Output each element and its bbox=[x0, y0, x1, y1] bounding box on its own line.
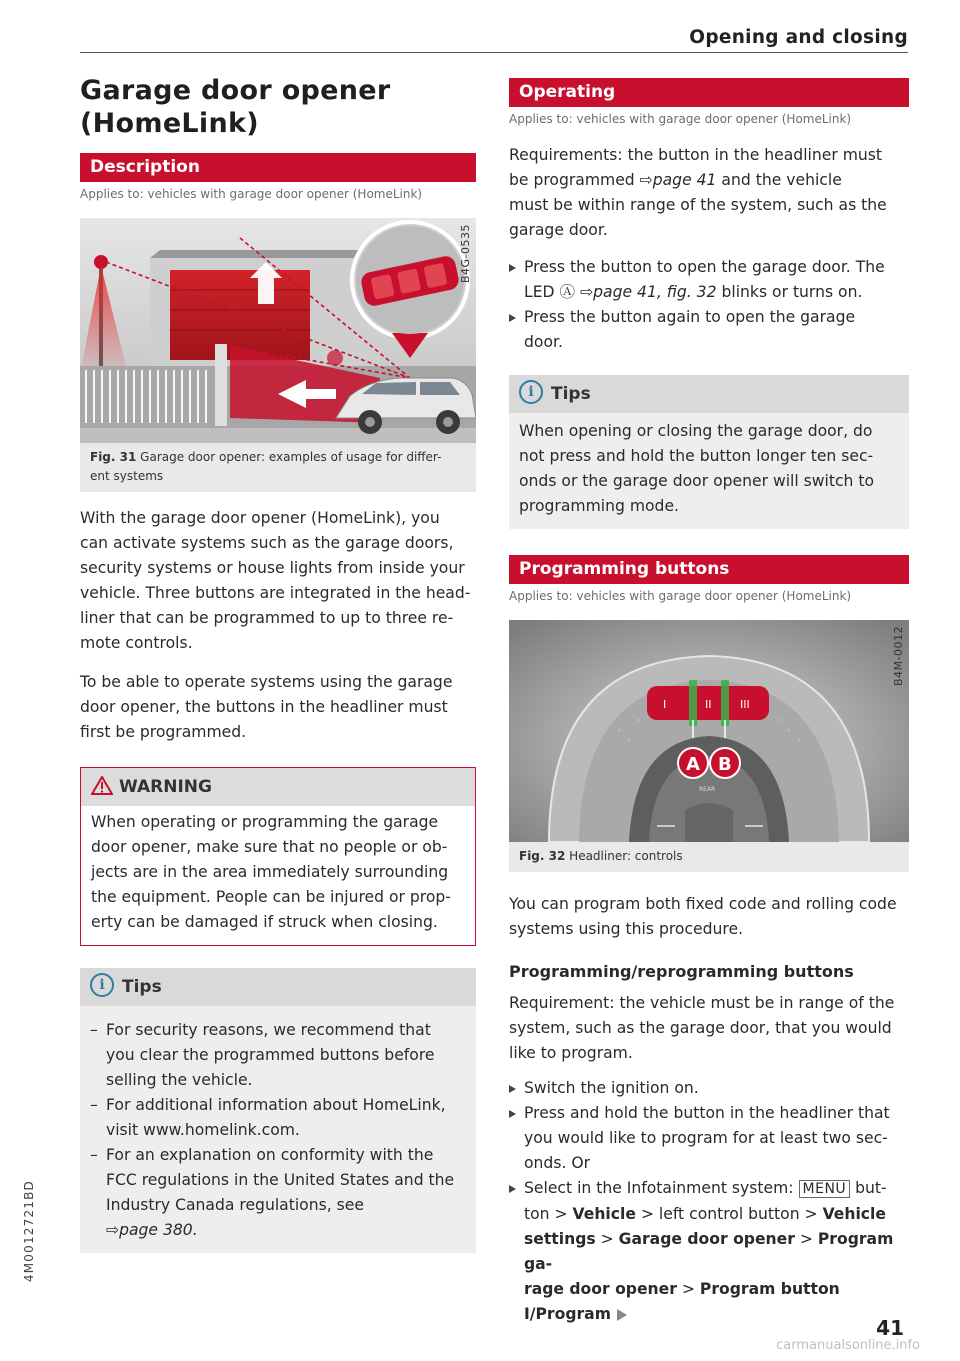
figure-31 bbox=[80, 218, 476, 492]
tips-heading bbox=[80, 968, 476, 1006]
menu-path-rage: rage door opener bbox=[524, 1280, 677, 1298]
tips-box-right bbox=[509, 375, 909, 529]
info-icon: i bbox=[519, 380, 543, 404]
text-line: must be within range of the system, such as the bbox=[509, 196, 887, 214]
text-line: For an explanation on conformity with the bbox=[106, 1146, 434, 1164]
text-line: you clear the programmed buttons before bbox=[106, 1046, 435, 1064]
text-line: Press the button to open the garage door. The bbox=[524, 258, 885, 276]
programming-steps bbox=[509, 1076, 909, 1327]
list-item bbox=[509, 1176, 909, 1327]
text-line: garage door. bbox=[509, 221, 608, 239]
page-header bbox=[80, 22, 908, 53]
text-line: vehicle. Three buttons are integrated in the head- bbox=[80, 584, 471, 602]
left-column bbox=[80, 70, 476, 1253]
text-line: Press and hold the button in the headliner that bbox=[524, 1104, 890, 1122]
text-line: Press the button again to open the garage bbox=[524, 308, 856, 326]
warning-label: WARNING bbox=[119, 777, 212, 797]
caption-line-1: Garage door opener: examples of usage for differ- bbox=[140, 450, 442, 464]
list-item bbox=[90, 1018, 466, 1093]
figure-caption bbox=[80, 443, 476, 492]
text-line: like to program. bbox=[509, 1044, 633, 1062]
text-line: Requirement: the vehicle must be in range of the bbox=[509, 994, 895, 1012]
garage-scene-image bbox=[80, 218, 476, 443]
headliner-image bbox=[509, 620, 909, 842]
watermark: carmanualsonline.info bbox=[776, 1338, 920, 1353]
title-line-2: (HomeLink) bbox=[80, 108, 259, 139]
button-label-1: I bbox=[663, 698, 667, 711]
tips-label: Tips bbox=[122, 977, 162, 997]
info-icon: i bbox=[90, 973, 114, 997]
text-line: > left control button > bbox=[635, 1205, 823, 1223]
figure-code: B4M-0012 bbox=[892, 626, 905, 686]
text-line: jects are in the area immediately surrounding bbox=[91, 863, 449, 881]
tips-label: Tips bbox=[551, 384, 591, 404]
menu-path-program: Program ga- bbox=[524, 1230, 894, 1273]
figure-label: Fig. 32 bbox=[519, 849, 566, 863]
programming-subheading: Programming/reprogramming buttons bbox=[509, 962, 854, 981]
warning-heading bbox=[81, 768, 475, 806]
text-line: security systems or house lights from inside your bbox=[80, 559, 465, 577]
list-item bbox=[90, 1093, 466, 1143]
text-line: ton > bbox=[524, 1205, 573, 1223]
text-line: onds. Or bbox=[524, 1154, 591, 1172]
figure-caption bbox=[509, 842, 909, 872]
section-title: Opening and closing bbox=[689, 27, 908, 48]
requirement-paragraph bbox=[509, 991, 909, 1066]
text-line: blinks or turns on. bbox=[716, 283, 863, 301]
figure-code: B4G-0535 bbox=[459, 224, 472, 284]
text-line: With the garage door opener (HomeLink), you bbox=[80, 509, 440, 527]
text-line: first be programmed. bbox=[80, 723, 247, 741]
text-line: When opening or closing the garage door, do bbox=[519, 422, 873, 440]
text-line: be programmed bbox=[509, 171, 640, 189]
text-line: door opener, the buttons in the headliner must bbox=[80, 698, 448, 716]
text-line: erty can be damaged if struck when closing. bbox=[91, 913, 438, 931]
garage-illustration bbox=[80, 218, 476, 443]
text-line: FCC regulations in the United States and the bbox=[106, 1171, 455, 1189]
list-item bbox=[509, 1076, 909, 1101]
text-line: selling the vehicle. bbox=[106, 1071, 253, 1089]
text-line: onds or the garage door opener will switch to bbox=[519, 472, 875, 490]
figure-32 bbox=[509, 620, 909, 872]
applies-note: Applies to: vehicles with garage door opener (HomeLink) bbox=[509, 589, 852, 603]
text-line: door. bbox=[524, 333, 563, 351]
list-item bbox=[509, 305, 909, 355]
programming-bar: Programming buttons bbox=[509, 555, 909, 584]
text-line: You can program both fixed code and rolling code bbox=[509, 895, 897, 913]
menu-key: MENU bbox=[799, 1180, 851, 1198]
tips-box-left bbox=[80, 968, 476, 1253]
page-title bbox=[80, 74, 476, 140]
codes-paragraph bbox=[509, 892, 909, 942]
menu-path-vehicle: Vehicle bbox=[572, 1205, 636, 1223]
text-line: To be able to operate systems using the garage bbox=[80, 673, 453, 691]
description-bar: Description bbox=[80, 153, 476, 182]
tips-text bbox=[80, 1006, 476, 1253]
button-label-3: III bbox=[740, 698, 750, 711]
menu-path-garage: Garage door opener bbox=[618, 1230, 795, 1248]
requirements-paragraph bbox=[509, 143, 909, 243]
intro-paragraph bbox=[80, 506, 476, 656]
marker-a: A bbox=[686, 754, 700, 775]
headliner-illustration bbox=[509, 620, 909, 842]
applies-note: Applies to: vehicles with garage door opener (HomeLink) bbox=[80, 187, 423, 201]
list-item bbox=[90, 1143, 466, 1243]
text-line: not press and hold the button longer ten sec- bbox=[519, 447, 874, 465]
page-reference-link[interactable]: ⇨page 41 bbox=[639, 171, 717, 189]
right-column bbox=[509, 78, 909, 1327]
text-line: but- bbox=[850, 1179, 887, 1197]
continued-arrow-icon bbox=[617, 1309, 627, 1321]
title-line-1: Garage door opener bbox=[80, 75, 391, 106]
menu-path-settings: settings bbox=[524, 1230, 596, 1248]
operating-steps bbox=[509, 255, 909, 355]
text-line: Requirements: the button in the headliner must bbox=[509, 146, 883, 164]
caption-line-2: ent systems bbox=[90, 469, 164, 483]
operating-bar: Operating bbox=[509, 78, 909, 107]
text-line: can activate systems such as the garage doors, bbox=[80, 534, 454, 552]
marker-b: B bbox=[718, 754, 732, 775]
document-code: 4M0012721BD bbox=[22, 1180, 36, 1283]
caption-text: Headliner: controls bbox=[569, 849, 683, 863]
menu-path-vehicle-settings: Vehicle bbox=[822, 1205, 886, 1223]
text-line: the equipment. People can be injured or prop- bbox=[91, 888, 451, 906]
text-line: programming mode. bbox=[519, 497, 680, 515]
page-number: 41 bbox=[876, 1316, 904, 1340]
programming-note-paragraph bbox=[80, 670, 476, 745]
text-line: Select in the Infotainment system: bbox=[524, 1179, 799, 1197]
warning-box bbox=[80, 767, 476, 946]
text-line: liner that can be programmed to up to three re- bbox=[80, 609, 454, 627]
warning-triangle-icon bbox=[91, 776, 113, 795]
menu-path-button: Program button I/Program bbox=[524, 1280, 840, 1323]
text-line: visit www.homelink.com. bbox=[106, 1121, 300, 1139]
tips-text bbox=[509, 413, 909, 529]
button-label-2: II bbox=[705, 698, 712, 711]
tips-list bbox=[90, 1018, 466, 1243]
text-line: > bbox=[595, 1230, 619, 1248]
text-line: For security reasons, we recommend that bbox=[106, 1021, 431, 1039]
text-line: and the vehicle bbox=[716, 171, 842, 189]
text-line: Switch the ignition on. bbox=[524, 1079, 699, 1097]
page-reference-link[interactable]: ⇨page 380. bbox=[106, 1221, 198, 1239]
applies-note: Applies to: vehicles with garage door opener (HomeLink) bbox=[509, 112, 852, 126]
page-reference-link[interactable]: ⇨page 41, fig. 32 bbox=[580, 283, 717, 301]
text-line: LED Ⓐ bbox=[524, 283, 581, 301]
text-line: For additional information about HomeLink, bbox=[106, 1096, 446, 1114]
text-line: When operating or programming the garage bbox=[91, 813, 439, 831]
text-line: > bbox=[794, 1230, 818, 1248]
text-line: you would like to program for at least two sec- bbox=[524, 1129, 888, 1147]
tips-heading bbox=[509, 375, 909, 413]
text-line: Industry Canada regulations, see bbox=[106, 1196, 364, 1214]
text-line: door opener, make sure that no people or ob- bbox=[91, 838, 448, 856]
list-item bbox=[509, 255, 909, 305]
text-line: system, such as the garage door, that you would bbox=[509, 1019, 892, 1037]
text-line: systems using this procedure. bbox=[509, 920, 744, 938]
text-line: mote controls. bbox=[80, 634, 193, 652]
rear-label: REAR bbox=[699, 786, 716, 793]
figure-label: Fig. 31 bbox=[90, 450, 137, 464]
list-item bbox=[509, 1101, 909, 1176]
warning-text bbox=[81, 806, 475, 945]
text-line: > bbox=[676, 1280, 700, 1298]
